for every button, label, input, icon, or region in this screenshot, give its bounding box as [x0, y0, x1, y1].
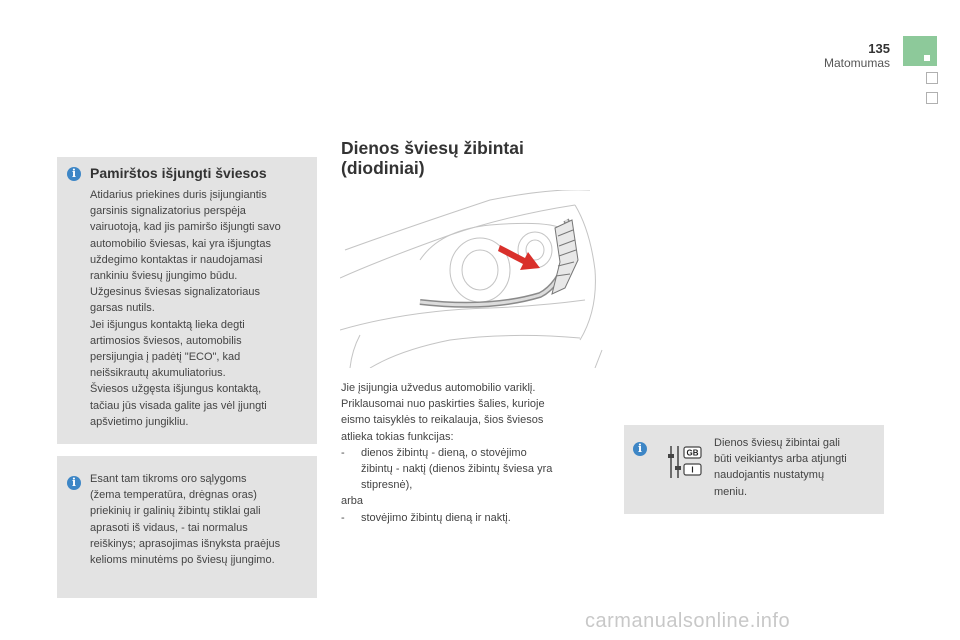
bullet-dash: -: [341, 446, 345, 459]
info-icon: i: [67, 167, 81, 181]
text-line: tačiau jūs visada galite jas vėl įjungti: [90, 399, 267, 412]
text-line: aprasoti iš vidaus, - tai normalus: [90, 521, 248, 534]
text-line: stipresnė),: [361, 479, 413, 492]
text-line: automobilio šviesas, kai yra išjungtas: [90, 237, 271, 250]
section-title: [341, 138, 601, 178]
text-line: Šviesos užgęsta išjungus kontaktą,: [90, 383, 262, 396]
watermark: carmanualsonline.info: [585, 610, 791, 632]
text-line: priekinių ir galinių žibintų stiklai gali: [90, 505, 261, 518]
text-line: (žema temperatūra, drėgnas oras): [90, 489, 257, 502]
text-line: būti veikiantys arba atjungti: [714, 453, 847, 466]
text-line: persijungia į padėtį "ECO", kad: [90, 351, 241, 364]
section-name: Matomumas: [823, 56, 890, 70]
info-icon: i: [67, 476, 81, 490]
page-number: 135: [868, 41, 890, 56]
box-text: [90, 187, 281, 430]
text-line: Užgesinus šviesas signalizatoriaus: [90, 286, 260, 299]
bullet-item: [341, 510, 611, 526]
text-line: reiškinys; aprasojimas išnyksta praėjus: [90, 537, 281, 550]
text-line: rankiniu šviesų įjungimo būdu.: [90, 270, 238, 283]
text-line: Jie įsijungia užvedus automobilio variklį.: [341, 382, 536, 394]
text-line: stovėjimo žibintų dieną ir naktį.: [361, 511, 511, 524]
text-line: kelioms minutėms po šviesų įjungimo.: [90, 554, 275, 567]
info-box-condensation: [57, 456, 317, 598]
title-line: Dienos šviesų žibintai: [341, 138, 524, 158]
text-line: dienos žibintų - dieną, o stovėjimo: [361, 446, 527, 459]
text-line: artimosios šviesos, automobilis: [90, 334, 242, 347]
body-text: [341, 380, 611, 526]
text-line: Dienos šviesų žibintai gali: [714, 437, 840, 449]
text-line: Atidarius priekines duris įsijungiantis: [90, 189, 267, 201]
settings-badge-bottom: I: [691, 465, 694, 475]
text-line: garsas nutils.: [90, 302, 155, 315]
info-box-settings: [624, 425, 884, 514]
text-line: uždegimo kontaktas ir naudojamasi: [90, 253, 263, 266]
text-line: eismo taisyklės to reikalauja, šios šviesos: [341, 414, 544, 427]
bullet-item: [341, 445, 611, 494]
chapter-tab-empty: [926, 92, 938, 104]
text-line: Priklausomai nuo paskirties šalies, kurioje: [341, 398, 545, 411]
box-text: [90, 471, 280, 568]
or-text: arba: [341, 495, 364, 508]
info-box-lights-forgotten: [57, 157, 317, 444]
text-line: Esant tam tikroms oro sąlygoms: [90, 473, 247, 485]
arrow-icon: [498, 245, 540, 270]
headlight-illustration: [340, 190, 604, 368]
text-line: vairuotoją, kad jis pamiršo išjungti savo: [90, 221, 281, 234]
text-line: naudojantis nustatymų: [714, 469, 825, 482]
chapter-tab: [903, 36, 937, 66]
bullet-dash: -: [341, 511, 345, 524]
settings-badge-top: GB: [686, 448, 699, 458]
text-line: meniu.: [714, 485, 748, 498]
title-line: (diodiniai): [341, 158, 425, 178]
text-line: garsinis signalizatorius perspėja: [90, 205, 246, 218]
box-text: [714, 435, 847, 500]
chapter-tab-empty: [926, 72, 938, 84]
text-line: apšvietimo jungikliu.: [90, 415, 189, 428]
text-line: Jei išjungus kontaktą lieka degti: [90, 318, 245, 331]
text-line: atlieka tokias funkcijas:: [341, 430, 454, 443]
settings-menu-icon: [666, 444, 704, 480]
box-title: Pamirštos išjungti šviesos: [90, 165, 267, 181]
info-icon: i: [633, 442, 647, 456]
text-line: neišsikrautų akumuliatorius.: [90, 367, 226, 380]
text-line: žibintų - naktį (dienos žibintų šviesa yra: [361, 463, 553, 476]
